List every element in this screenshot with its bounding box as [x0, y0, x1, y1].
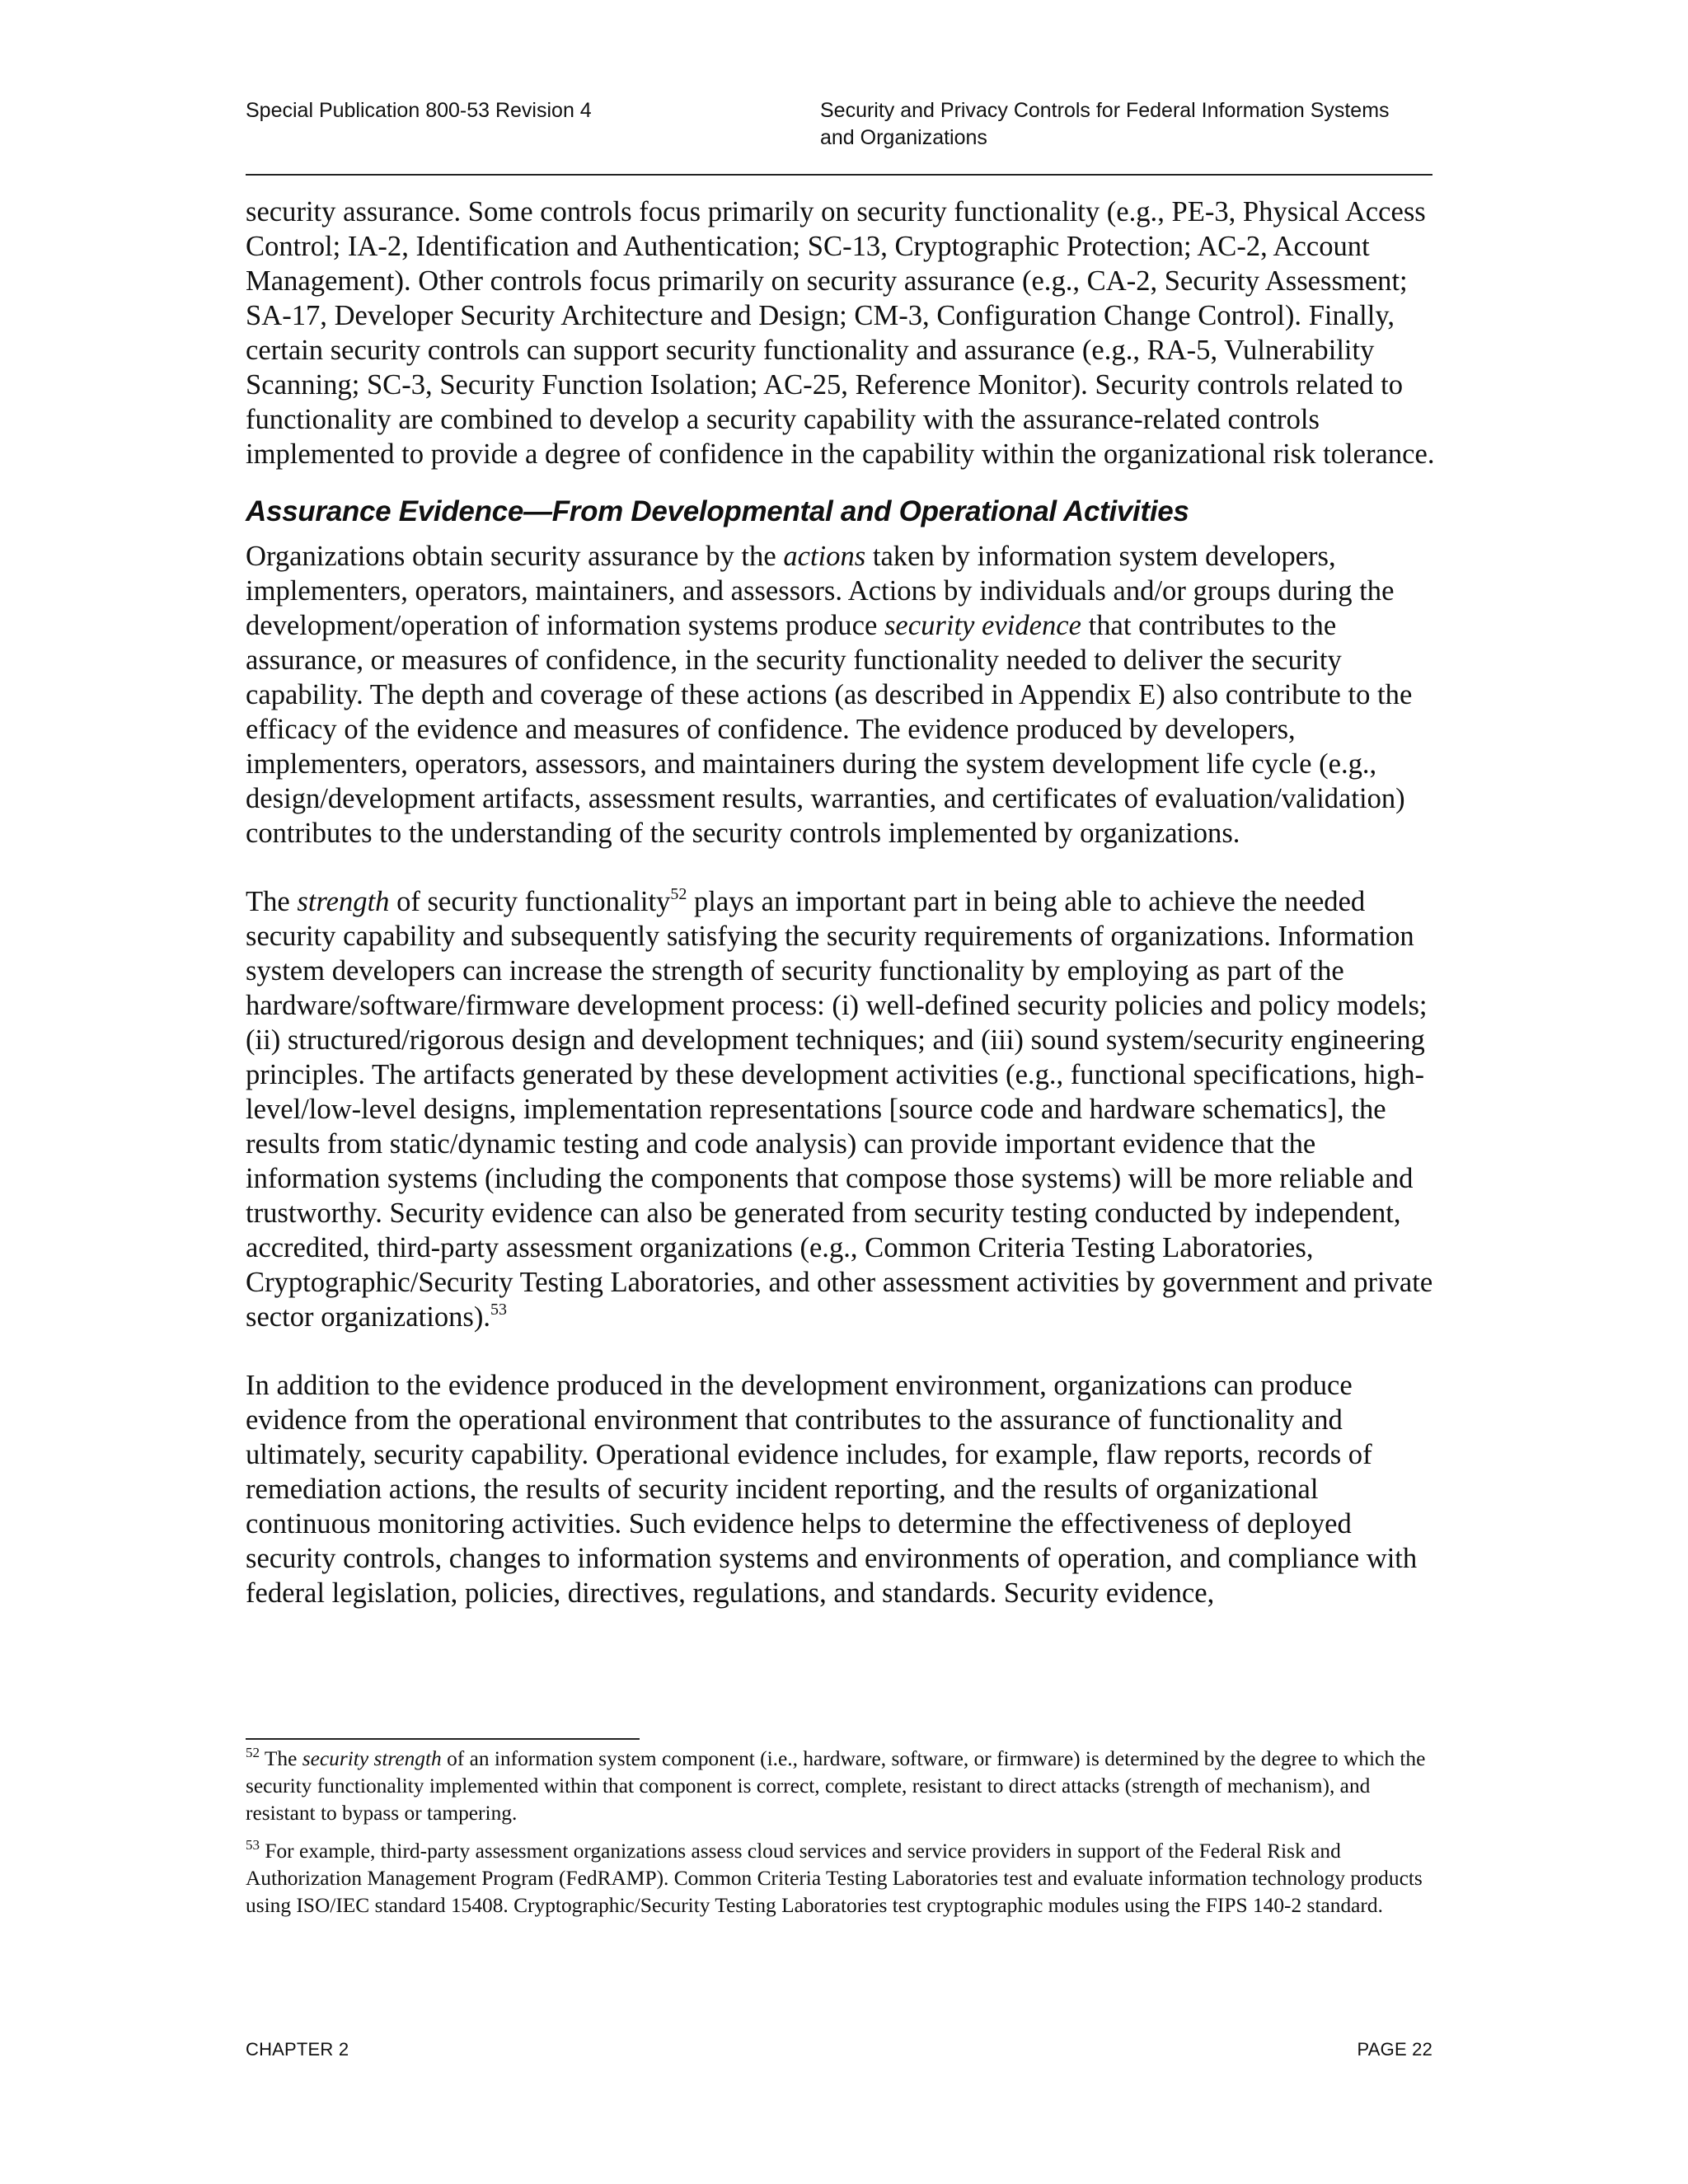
term-security-evidence: security evidence	[884, 610, 1081, 641]
p2-text-b: taken by information system developers, implementers, operators, maintainers, and assessors. Actions by individuals and/or groups during the development/operation of information systems produce	[246, 541, 1395, 641]
p3-text-a: The	[246, 886, 298, 917]
p2-text-c: that contributes to the assurance, or measures of confidence, in the security functionality needed to deliver the security capability. The depth and coverage of these actions (as described in Appendix E) also contribute to the efficacy of the evidence and measures of confidence. The evidence produced by developers, implementers, operators, assessors, and maintainers during the system development life cycle (e.g., design/development artifacts, assessment results, warranties, and certificates of evaluation/validation) contributes to the understanding of the security controls implemented by organizations.	[246, 610, 1413, 849]
footnote-number-52: 52	[246, 1745, 260, 1760]
fn52-term: security strength	[302, 1747, 442, 1770]
footnote-52	[246, 1746, 1437, 1827]
fn52-text-a: The	[260, 1747, 302, 1770]
paragraph-strength-functionality	[246, 884, 1437, 1334]
paragraph-assurance-evidence	[246, 539, 1437, 851]
footer-chapter: CHAPTER 2	[246, 2039, 349, 2060]
paragraph-operational-evidence: In addition to the evidence produced in the development environment, organizations can produce evidence from the operational environment that contributes to the assurance of functionality and ultimately, security capability. Operational evidence includes, for example, flaw reports, records of remediation actions, the results of security incident reporting, and the results of organizational continuous monitoring activities. Such evidence helps to determine the effectiveness of deployed security controls, changes to information systems and environments of operation, and compliance with federal legislation, policies, directives, regulations, and standards. Security evidence,	[246, 1370, 1418, 1609]
footnote-divider	[246, 1738, 640, 1740]
header-title-line-1: Security and Privacy Controls for Federal Information Systems	[820, 99, 1390, 122]
section-heading: Assurance Evidence—From Developmental and Operational Activities	[246, 495, 1189, 527]
term-strength: strength	[297, 886, 390, 917]
footnote-ref-53[interactable]: 53	[490, 1301, 508, 1319]
header-document-title	[820, 97, 1447, 152]
paragraph-security-assurance: security assurance. Some controls focus primarily on security functionality (e.g., PE-3, Physical Access Control; IA-2, Identification and Authentication; SC-13, Cryptographic Protection; AC-2, Account Management). Other controls focus primarily on security assurance (e.g., CA-2, Security Assessment; SA-17, Developer Security Architecture and Design; CM-3, Configuration Change Control). Finally, certain security controls can support security functionality and assurance (e.g., RA-5, Vulnerability Scanning; SC-3, Security Function Isolation; AC-25, Reference Monitor). Security controls related to functionality are combined to develop a security capability with the assurance-related controls implemented to provide a degree of confidence in the capability within the organizational risk tolerance.	[246, 196, 1435, 470]
footer-page-number: PAGE 22	[1357, 2039, 1432, 2060]
fn52-text-b: of an information system component (i.e., hardware, software, or firmware) is determined by the degree to which the security functionality implemented within that component is correct, complete, resistant to direct attacks (strength of mechanism), and resistant to bypass or tampering.	[246, 1747, 1426, 1825]
footnote-53	[246, 1838, 1437, 1919]
main-body	[246, 194, 1437, 1610]
footnote-number-53: 53	[246, 1837, 260, 1853]
header-publication-title: Special Publication 800-53 Revision 4	[246, 99, 592, 122]
header-divider	[246, 174, 1432, 176]
fn53-text: For example, third-party assessment organizations assess cloud services and service providers in support of the Federal Risk and Authorization Management Program (FedRAMP). Common Criteria Testing Laboratories test and evaluate information technology products using ISO/IEC standard 15408. Cryptographic/Security Testing Laboratories test cryptographic modules using the FIPS 140-2 standard.	[246, 1840, 1423, 1917]
p3-text-c: plays an important part in being able to achieve the needed security capability and subsequently satisfying the security requirements of organizations. Information system developers can increase the strength of security functionality by employing as part of the hardware/software/firmware development process: (i) well-defined security policies and policy models; (ii) structured/rigorous design and development techniques; and (iii) sound system/security engineering principles. The artifacts generated by these development activities (e.g., functional specifications, high-level/low-level designs, implementation representations [source code and hardware schematics], the results from static/dynamic testing and code analysis) can provide important evidence that the information systems (including the components that compose those systems) will be more reliable and trustworthy. Security evidence can also be generated from security testing conducted by independent, accredited, third-party assessment organizations (e.g., Common Criteria Testing Laboratories, Cryptographic/Security Testing Laboratories, and other assessment activities by government and private sector organizations).	[246, 886, 1433, 1333]
header-title-line-2: and Organizations	[820, 126, 987, 149]
p3-text-b: of security functionality	[389, 886, 671, 917]
term-actions: actions	[783, 541, 866, 572]
footnote-ref-52[interactable]: 52	[670, 885, 687, 903]
footnotes	[246, 1746, 1437, 1919]
p2-text-a: Organizations obtain security assurance by the	[246, 541, 784, 572]
